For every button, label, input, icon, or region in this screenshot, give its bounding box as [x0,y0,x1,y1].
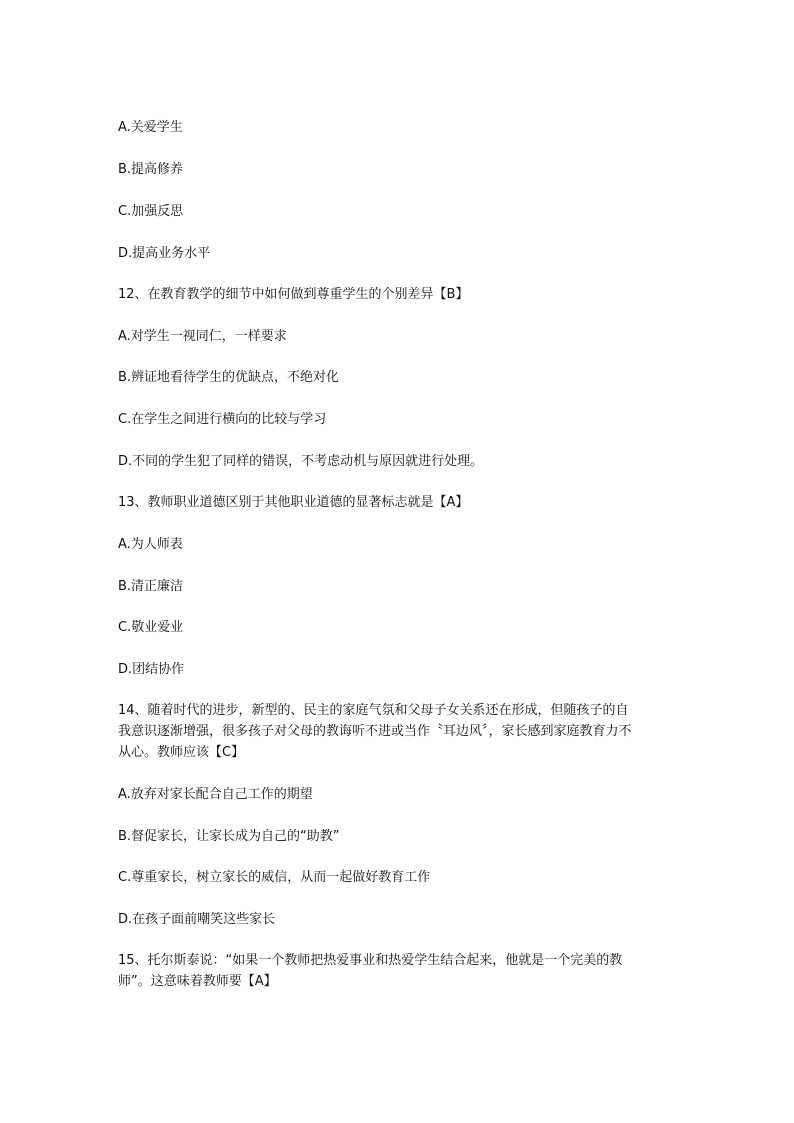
question-14-line-3: 从心。教师应该【C】 [118,745,245,760]
option-c-q14: C.尊重家长，树立家长的威信，从而一起做好教育工作 [118,870,431,885]
option-d-q13: D.团结协作 [118,662,185,677]
option-d-q12: D.不同的学生犯了同样的错误，不考虑动机与原因就进行处理。 [118,454,484,469]
question-15-line-2: 师”。这意味着教师要【A】 [118,974,277,989]
option-b-q14: B.督促家长，让家长成为自己的“助教” [118,829,340,844]
option-c-q13: C.敬业爱业 [118,620,184,635]
option-b-q11: B.提高修养 [118,162,184,177]
option-d-q14: D.在孩子面前嘲笑这些家长 [118,912,276,927]
question-14-line-1: 14、随着时代的进步，新型的、民主的家庭气氛和父母子女关系还在形成，但随孩子的自 [118,703,629,718]
option-a-q13: A.为人师表 [118,537,183,552]
question-13: 13、教师职业道德区别于其他职业道德的显著标志就是【A】 [118,495,469,510]
question-12: 12、在教育教学的细节中如何做到尊重学生的个别差异【B】 [118,287,469,302]
option-d-q11: D.提高业务水平 [118,246,211,261]
option-b-q13: B.清正廉洁 [118,579,184,594]
question-15-line-1: 15、托尔斯泰说：“如果一个教师把热爱事业和热爱学生结合起来，他就是一个完美的教 [118,953,623,968]
option-c-q12: C.在学生之间进行横向的比较与学习 [118,412,327,427]
option-a-q11: A.关爱学生 [118,120,183,135]
option-a-q12: A.对学生一视同仁，一样要求 [118,329,287,344]
question-14-line-2: 我意识逐渐增强，很多孩子对父母的教诲听不进或当作〝耳边风〞，家长感到家庭教育力不 [118,724,632,739]
option-a-q14: A.放弃对家长配合自己工作的期望 [118,787,313,802]
option-b-q12: B.辨证地看待学生的优缺点，不绝对化 [118,370,340,385]
option-c-q11: C.加强反思 [118,204,184,219]
